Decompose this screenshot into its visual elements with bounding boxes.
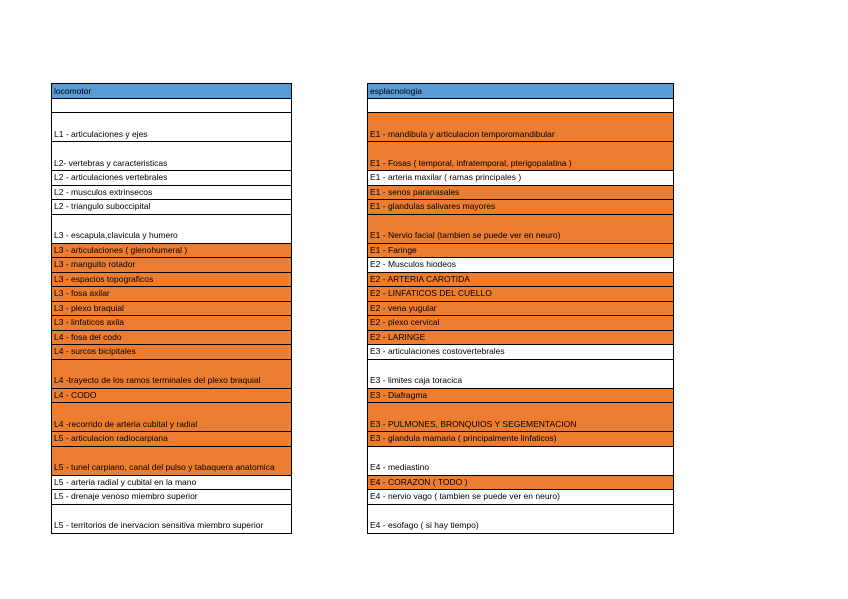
locomotor-cell: L3 - espacios topograficos <box>52 272 292 287</box>
locomotor-cell: L3 - articulaciones ( glenohumeral ) <box>52 243 292 258</box>
locomotor-row <box>52 99 292 113</box>
esplacnologia-row <box>368 345 674 360</box>
esplacnologia-row <box>368 214 674 243</box>
esplacnologia-cell: E1 - arteria maxilar ( ramas principales ) <box>368 171 674 186</box>
esplacnologia-row <box>368 446 674 475</box>
locomotor-cell: L4 - CODO <box>52 388 292 403</box>
esplacnologia-row <box>368 185 674 200</box>
locomotor-cell: L5 - articulacion radiocarpiana <box>52 432 292 447</box>
esplacnologia-cell: E4 - mediastino <box>368 446 674 475</box>
esplacnologia-cell: E3 - articulaciones costovertebrales <box>368 345 674 360</box>
esplacnologia-cell: E4 - nervio vago ( tambien se puede ver en neuro) <box>368 490 674 505</box>
esplacnologia-cell: E1 - Faringe <box>368 243 674 258</box>
esplacnologia-cell: E1 - mandibula y articulacion temporomandibular <box>368 113 674 142</box>
locomotor-row <box>52 475 292 490</box>
esplacnologia-row <box>368 359 674 388</box>
locomotor-cell: L5 - arteria radial y cubital en la mano <box>52 475 292 490</box>
esplacnologia-row <box>368 171 674 186</box>
locomotor-cell: L5 - territorios de inervacion sensitiva miembro superior <box>52 504 292 533</box>
esplacnologia-cell: E4 - esofago ( si hay tiempo) <box>368 504 674 533</box>
esplacnologia-header-cell: esplacnologia <box>368 84 674 99</box>
locomotor-row <box>52 345 292 360</box>
locomotor-cell <box>52 99 292 113</box>
locomotor-row <box>52 301 292 316</box>
esplacnologia-cell: E2 - plexo cervical <box>368 316 674 331</box>
locomotor-cell: L3 - manguito rotador <box>52 258 292 273</box>
esplacnologia-row <box>368 504 674 533</box>
locomotor-cell: L4 - fosa del codo <box>52 330 292 345</box>
locomotor-row <box>52 388 292 403</box>
esplacnologia-cell: E3 - Diafragma <box>368 388 674 403</box>
esplacnologia-cell: E3 - PULMONES, BRONQUIOS Y SEGEMENTACION <box>368 403 674 432</box>
locomotor-cell: L2- vertebras y caracteristicas <box>52 142 292 171</box>
locomotor-cell: L4 -recorrido de arteria cubital y radial <box>52 403 292 432</box>
locomotor-row <box>52 504 292 533</box>
esplacnologia-row <box>368 388 674 403</box>
esplacnologia-cell: E2 - ARTERIA CAROTIDA <box>368 272 674 287</box>
locomotor-cell: L3 - escapula,clavicula y humero <box>52 214 292 243</box>
locomotor-row <box>52 272 292 287</box>
locomotor-cell: L2 - articulaciones vertebrales <box>52 171 292 186</box>
locomotor-table-body <box>52 84 292 534</box>
esplacnologia-row <box>368 272 674 287</box>
esplacnologia-cell: E1 - Fosas ( temporal, infratemporal, pterigopalatina ) <box>368 142 674 171</box>
esplacnologia-row <box>368 432 674 447</box>
esplacnologia-row <box>368 287 674 302</box>
esplacnologia-cell: E2 - vena yugular <box>368 301 674 316</box>
esplacnologia-row <box>368 258 674 273</box>
esplacnologia-cell <box>368 99 674 113</box>
esplacnologia-cell: E4 - CORAZON ( TODO ) <box>368 475 674 490</box>
esplacnologia-cell: E1 - senos paranasales <box>368 185 674 200</box>
esplacnologia-row <box>368 142 674 171</box>
esplacnologia-cell: E1 - glandulas salivares mayores <box>368 200 674 215</box>
locomotor-row <box>52 359 292 388</box>
esplacnologia-row <box>368 403 674 432</box>
locomotor-row <box>52 330 292 345</box>
locomotor-row <box>52 432 292 447</box>
locomotor-row <box>52 171 292 186</box>
esplacnologia-cell: E2 - LARINGE <box>368 330 674 345</box>
locomotor-cell: L5 - tunel carpiano, canal del pulso y tabaquera anatomica <box>52 446 292 475</box>
locomotor-row <box>52 113 292 142</box>
locomotor-row <box>52 287 292 302</box>
esplacnologia-row <box>368 316 674 331</box>
locomotor-cell: L2 - musculos extrinsecos <box>52 185 292 200</box>
esplacnologia-row <box>368 113 674 142</box>
esplacnologia-cell: E1 - Nervio facial (tambien se puede ver en neuro) <box>368 214 674 243</box>
locomotor-cell: L3 - linfaticos axila <box>52 316 292 331</box>
esplacnologia-row <box>368 200 674 215</box>
locomotor-row <box>52 142 292 171</box>
esplacnologia-row <box>368 475 674 490</box>
esplacnologia-cell: E3 - glandula mamaria ( principalmente linfaticos) <box>368 432 674 447</box>
locomotor-row <box>52 243 292 258</box>
esplacnologia-cell: E2 - LINFATICOS DEL CUELLO <box>368 287 674 302</box>
esplacnologia-cell: E2 - Musculos hiodeos <box>368 258 674 273</box>
locomotor-row <box>52 316 292 331</box>
locomotor-row <box>52 258 292 273</box>
esplacnologia-row <box>368 490 674 505</box>
esplacnologia-table <box>367 83 674 534</box>
locomotor-table <box>51 83 292 534</box>
locomotor-header-cell: locomotor <box>52 84 292 99</box>
locomotor-row <box>52 214 292 243</box>
locomotor-row <box>52 490 292 505</box>
locomotor-row <box>52 446 292 475</box>
locomotor-cell: L5 - drenaje venoso miembro superior <box>52 490 292 505</box>
esplacnologia-row <box>368 301 674 316</box>
locomotor-cell: L4 - surcos bicipitales <box>52 345 292 360</box>
esplacnologia-cell: E3 - limites caja toracica <box>368 359 674 388</box>
esplacnologia-row <box>368 330 674 345</box>
locomotor-cell: L2 - triangulo suboccipital <box>52 200 292 215</box>
locomotor-cell: L3 - plexo braquial <box>52 301 292 316</box>
locomotor-cell: L4 -trayecto de los ramos terminales del plexo braquial <box>52 359 292 388</box>
esplacnologia-row <box>368 243 674 258</box>
locomotor-header-row <box>52 84 292 99</box>
locomotor-cell: L3 - fosa axilar <box>52 287 292 302</box>
locomotor-row <box>52 185 292 200</box>
esplacnologia-row <box>368 99 674 113</box>
locomotor-row <box>52 403 292 432</box>
esplacnologia-table-body <box>368 84 674 534</box>
locomotor-row <box>52 200 292 215</box>
esplacnologia-header-row <box>368 84 674 99</box>
locomotor-cell: L1 - articulaciones y ejes <box>52 113 292 142</box>
